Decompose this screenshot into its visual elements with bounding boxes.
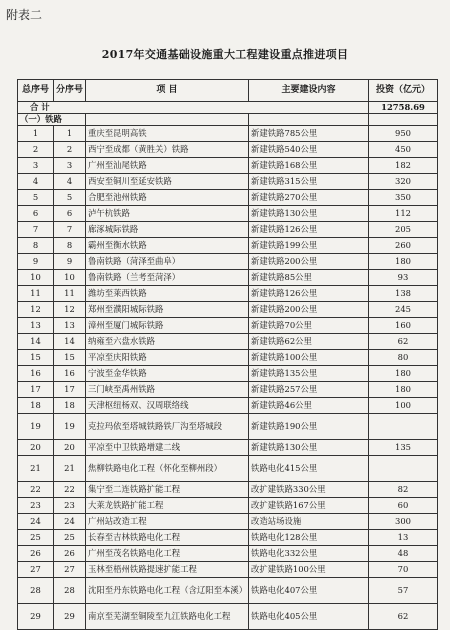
row-project: 漳州至厦门城际铁路 [86, 318, 249, 334]
row-content: 铁路电化405公里 [249, 604, 369, 630]
row-content: 新建铁路200公里 [249, 302, 369, 318]
row-total-no: 19 [18, 414, 54, 440]
row-total-no: 10 [18, 270, 54, 286]
row-content: 铁路电化332公里 [249, 546, 369, 562]
row-investment: 80 [369, 350, 438, 366]
row-total-no: 15 [18, 350, 54, 366]
row-sub-no: 22 [54, 482, 86, 498]
section-label: （一）铁路 [18, 114, 86, 126]
row-total-no: 6 [18, 206, 54, 222]
table-row [18, 498, 438, 514]
row-investment [369, 456, 438, 482]
row-project: 廊涿城际铁路 [86, 222, 249, 238]
table-row [18, 562, 438, 578]
table-row [18, 190, 438, 206]
table-row [18, 286, 438, 302]
row-sub-no: 4 [54, 174, 86, 190]
table-row [18, 578, 438, 604]
row-total-no: 23 [18, 498, 54, 514]
row-total-no: 7 [18, 222, 54, 238]
row-project: 沈阳至丹东铁路电化工程（含辽阳至本溪） [86, 578, 249, 604]
row-sub-no: 25 [54, 530, 86, 546]
document-title: 2017年交通基础设施重大工程建设重点推进项目 [101, 48, 349, 61]
row-total-no: 16 [18, 366, 54, 382]
table-row [18, 238, 438, 254]
row-investment: 180 [369, 254, 438, 270]
table-row [18, 366, 438, 382]
row-content: 铁路电化128公里 [249, 530, 369, 546]
row-sub-no: 17 [54, 382, 86, 398]
row-total-no: 1 [18, 126, 54, 142]
table-row [18, 318, 438, 334]
row-investment: 13 [369, 530, 438, 546]
row-sub-no: 14 [54, 334, 86, 350]
header-investment: 投资（亿元） [369, 80, 438, 102]
row-content: 新建铁路100公里 [249, 350, 369, 366]
row-investment: 60 [369, 498, 438, 514]
row-investment: 205 [369, 222, 438, 238]
row-sub-no: 6 [54, 206, 86, 222]
row-total-no: 3 [18, 158, 54, 174]
row-investment: 70 [369, 562, 438, 578]
row-project: 南京至芜湖至铜陵至九江铁路电化工程 [86, 604, 249, 630]
row-sub-no: 9 [54, 254, 86, 270]
row-project: 霸州至衡水铁路 [86, 238, 249, 254]
header-row [18, 80, 438, 102]
row-sub-no: 19 [54, 414, 86, 440]
table-row [18, 254, 438, 270]
table-row [18, 222, 438, 238]
row-project: 郑州至濮阳城际铁路 [86, 302, 249, 318]
row-investment: 160 [369, 318, 438, 334]
row-content: 新建铁路130公里 [249, 206, 369, 222]
table-row [18, 126, 438, 142]
row-content: 新建铁路135公里 [249, 366, 369, 382]
row-total-no: 24 [18, 514, 54, 530]
table-row [18, 350, 438, 366]
row-content: 新建铁路168公里 [249, 158, 369, 174]
row-sub-no: 20 [54, 440, 86, 456]
row-investment: 48 [369, 546, 438, 562]
row-sub-no: 3 [54, 158, 86, 174]
row-sub-no: 24 [54, 514, 86, 530]
row-content: 新建铁路62公里 [249, 334, 369, 350]
row-investment: 112 [369, 206, 438, 222]
row-total-no: 18 [18, 398, 54, 414]
section-row [18, 114, 438, 126]
project-table [17, 79, 438, 630]
row-project: 克拉玛依至塔城铁路铁厂沟至塔城段 [86, 414, 249, 440]
row-total-no: 8 [18, 238, 54, 254]
row-total-no: 27 [18, 562, 54, 578]
row-sub-no: 13 [54, 318, 86, 334]
row-sub-no: 2 [54, 142, 86, 158]
row-sub-no: 5 [54, 190, 86, 206]
row-project: 广州至汕尾铁路 [86, 158, 249, 174]
table-row [18, 158, 438, 174]
row-sub-no: 10 [54, 270, 86, 286]
row-investment: 62 [369, 604, 438, 630]
row-content: 新建铁路126公里 [249, 286, 369, 302]
row-sub-no: 1 [54, 126, 86, 142]
row-project: 焦柳铁路电化工程（怀化至柳州段） [86, 456, 249, 482]
row-total-no: 25 [18, 530, 54, 546]
row-sub-no: 16 [54, 366, 86, 382]
row-investment: 62 [369, 334, 438, 350]
header-content: 主要建设内容 [249, 80, 369, 102]
row-project: 重庆至昆明高铁 [86, 126, 249, 142]
row-investment [369, 414, 438, 440]
row-total-no: 9 [18, 254, 54, 270]
table-row [18, 398, 438, 414]
header-total-no: 总序号 [18, 80, 54, 102]
section-empty-cell [86, 114, 249, 126]
row-total-no: 12 [18, 302, 54, 318]
table-row [18, 174, 438, 190]
table-row [18, 604, 438, 630]
row-investment: 245 [369, 302, 438, 318]
row-sub-no: 27 [54, 562, 86, 578]
row-investment: 350 [369, 190, 438, 206]
row-project: 天津枢纽杨双、汉周联络线 [86, 398, 249, 414]
row-total-no: 28 [18, 578, 54, 604]
row-investment: 93 [369, 270, 438, 286]
row-project: 纳雍至六盘水铁路 [86, 334, 249, 350]
total-label: 合 计 [18, 102, 369, 114]
row-total-no: 21 [18, 456, 54, 482]
row-content: 改造站场设施 [249, 514, 369, 530]
row-content: 新建铁路785公里 [249, 126, 369, 142]
row-investment: 57 [369, 578, 438, 604]
row-project: 泸午杭铁路 [86, 206, 249, 222]
row-content: 新建铁路315公里 [249, 174, 369, 190]
row-investment: 100 [369, 398, 438, 414]
row-project: 长春至吉林铁路电化工程 [86, 530, 249, 546]
row-total-no: 11 [18, 286, 54, 302]
row-sub-no: 28 [54, 578, 86, 604]
row-content: 改扩建铁路100公里 [249, 562, 369, 578]
row-total-no: 26 [18, 546, 54, 562]
row-project: 集宁至二连铁路扩能工程 [86, 482, 249, 498]
row-content: 新建铁路270公里 [249, 190, 369, 206]
table-row [18, 514, 438, 530]
row-project: 平凉至庆阳铁路 [86, 350, 249, 366]
row-sub-no: 18 [54, 398, 86, 414]
header-project: 项 目 [86, 80, 249, 102]
row-project: 三门峡至禹州铁路 [86, 382, 249, 398]
row-content: 新建铁路199公里 [249, 238, 369, 254]
header-sub-no: 分序号 [54, 80, 86, 102]
row-investment: 138 [369, 286, 438, 302]
row-sub-no: 11 [54, 286, 86, 302]
row-content: 新建铁路85公里 [249, 270, 369, 286]
table-row [18, 546, 438, 562]
row-content: 新建铁路70公里 [249, 318, 369, 334]
row-sub-no: 21 [54, 456, 86, 482]
row-project: 鲁南铁路（菏泽至曲阜） [86, 254, 249, 270]
table-row [18, 382, 438, 398]
row-investment: 182 [369, 158, 438, 174]
row-investment: 950 [369, 126, 438, 142]
row-investment: 300 [369, 514, 438, 530]
row-content: 新建铁路200公里 [249, 254, 369, 270]
appendix-label: 附表二 [6, 8, 43, 22]
row-total-no: 17 [18, 382, 54, 398]
row-project: 潍坊至莱西铁路 [86, 286, 249, 302]
table-row [18, 206, 438, 222]
row-sub-no: 12 [54, 302, 86, 318]
row-total-no: 4 [18, 174, 54, 190]
row-investment: 82 [369, 482, 438, 498]
row-project: 广州站改造工程 [86, 514, 249, 530]
row-total-no: 22 [18, 482, 54, 498]
row-content: 新建铁路126公里 [249, 222, 369, 238]
row-content: 新建铁路257公里 [249, 382, 369, 398]
row-project: 鲁南铁路（兰考至菏泽） [86, 270, 249, 286]
row-sub-no: 8 [54, 238, 86, 254]
row-content: 铁路电化407公里 [249, 578, 369, 604]
row-total-no: 29 [18, 604, 54, 630]
row-total-no: 2 [18, 142, 54, 158]
section-empty-cell [369, 114, 438, 126]
row-content: 铁路电化415公里 [249, 456, 369, 482]
row-project: 玉林至梧州铁路提速扩能工程 [86, 562, 249, 578]
table-row [18, 440, 438, 456]
row-total-no: 14 [18, 334, 54, 350]
row-project: 西安至铜川至延安铁路 [86, 174, 249, 190]
table-row [18, 482, 438, 498]
total-value: 12758.69 [369, 102, 438, 114]
table-row [18, 530, 438, 546]
row-investment: 135 [369, 440, 438, 456]
table-row [18, 142, 438, 158]
row-total-no: 20 [18, 440, 54, 456]
row-sub-no: 29 [54, 604, 86, 630]
row-project: 合肥至池州铁路 [86, 190, 249, 206]
row-sub-no: 26 [54, 546, 86, 562]
row-investment: 450 [369, 142, 438, 158]
section-empty-cell [249, 114, 369, 126]
row-content: 改扩建铁路167公里 [249, 498, 369, 514]
row-content: 新建铁路46公里 [249, 398, 369, 414]
row-investment: 180 [369, 382, 438, 398]
row-content: 新建铁路540公里 [249, 142, 369, 158]
row-content: 改扩建铁路330公里 [249, 482, 369, 498]
row-investment: 320 [369, 174, 438, 190]
row-total-no: 13 [18, 318, 54, 334]
row-investment: 260 [369, 238, 438, 254]
row-sub-no: 7 [54, 222, 86, 238]
row-total-no: 5 [18, 190, 54, 206]
row-project: 西宁至成都（黄胜关）铁路 [86, 142, 249, 158]
row-content: 新建铁路190公里 [249, 414, 369, 440]
row-sub-no: 23 [54, 498, 86, 514]
row-project: 宁波至金华铁路 [86, 366, 249, 382]
row-project: 大莱龙铁路扩能工程 [86, 498, 249, 514]
table-row [18, 334, 438, 350]
table-row [18, 302, 438, 318]
row-project: 平凉至中卫铁路增建二线 [86, 440, 249, 456]
row-content: 新建铁路130公里 [249, 440, 369, 456]
row-sub-no: 15 [54, 350, 86, 366]
row-investment: 180 [369, 366, 438, 382]
table-row [18, 456, 438, 482]
total-row [18, 102, 438, 114]
table-row [18, 270, 438, 286]
table-row [18, 414, 438, 440]
row-project: 广州至茂名铁路电化工程 [86, 546, 249, 562]
